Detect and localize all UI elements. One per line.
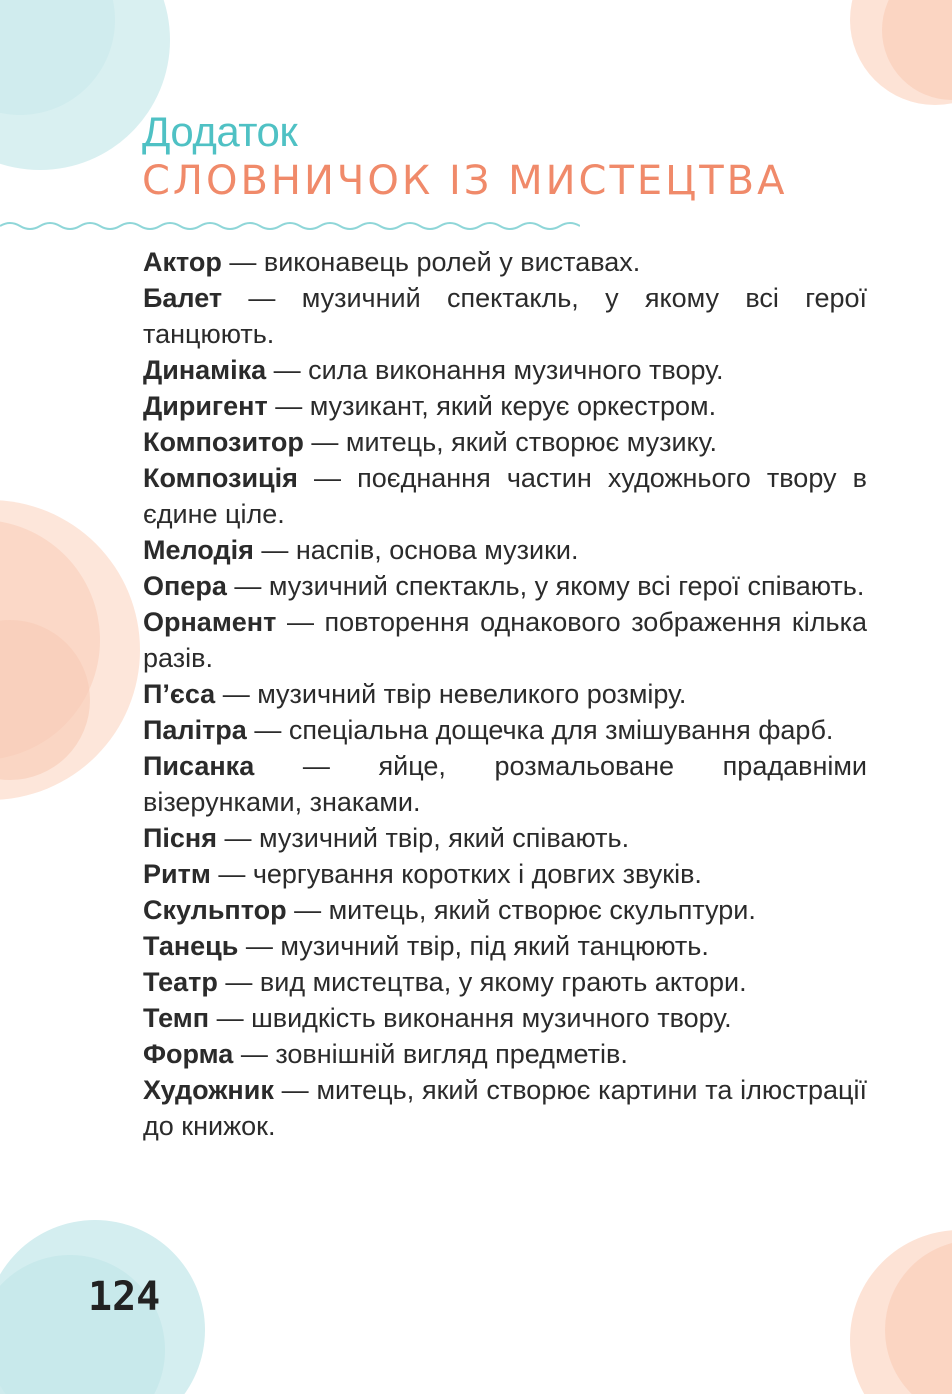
glossary-entry [143,964,867,1000]
glossary-definition: — митець, який створює музику. [303,427,717,457]
glossary-definition: — наспів, основа музики. [253,535,579,565]
glossary-definition: — митець, який створює картини та ілюстрації до книжок. [143,1075,867,1141]
glossary-definition: — яйце, розмальоване прадавніми візерунками, знаками. [143,751,867,817]
glossary-entry [143,820,867,856]
glossary-term: Опера [143,571,227,601]
glossary-term: Балет [143,283,223,313]
glossary-term: Актор [143,247,222,277]
glossary-term: Скульптор [143,895,287,925]
glossary-entry [143,676,867,712]
glossary-entry [143,748,867,820]
glossary-definition: — зовнішній вигляд предметів. [233,1039,628,1069]
glossary-definition: — музичний твір невеликого розміру. [215,679,687,709]
glossary-definition: — виконавець ролей у виставах. [221,247,641,277]
glossary-term: Динаміка [143,355,267,385]
glossary-entry [143,928,867,964]
glossary-term: Орнамент [143,607,277,637]
glossary-definition: — сила виконання музичного твору. [266,355,724,385]
glossary-term: Театр [143,967,218,997]
glossary-entry [143,244,867,280]
glossary-term: Композитор [143,427,304,457]
glossary-term: Палітра [143,715,247,745]
glossary-term: Форма [143,1039,234,1069]
glossary-definition: — музичний твір, під який танцюють. [238,931,709,961]
glossary-list [143,244,867,1144]
glossary-entry [143,856,867,892]
glossary-term: Писанка [143,751,255,781]
glossary-entry [143,1036,867,1072]
glossary-entry [143,352,867,388]
glossary-term: Диригент [143,391,268,421]
glossary-entry [143,712,867,748]
glossary-definition: — поєднання частин художнього твору в єдине ціле. [143,463,867,529]
glossary-term: Темп [143,1003,210,1033]
glossary-entry [143,892,867,928]
glossary-entry [143,388,867,424]
page-title: СЛОВНИЧОК ІЗ МИСТЕЦТВА [142,158,788,204]
glossary-entry [143,460,867,532]
glossary-entry [143,532,867,568]
wave-divider [0,218,580,234]
glossary-entry [143,424,867,460]
glossary-entry [143,280,867,352]
glossary-term: Композиція [143,463,298,493]
glossary-definition: — музичний твір, який співають. [217,823,630,853]
glossary-definition: — повторення однакового зображення кілька разів. [143,607,867,673]
page-number: 124 [88,1274,161,1320]
glossary-definition: — вид мистецтва, у якому грають актори. [217,967,747,997]
glossary-definition: — швидкість виконання музичного твору. [209,1003,732,1033]
glossary-entry [143,1000,867,1036]
glossary-term: Танець [143,931,239,961]
glossary-term: П’єса [143,679,216,709]
glossary-entry [143,568,867,604]
glossary-entry [143,1072,867,1144]
glossary-definition: — музикант, який керує оркестром. [267,391,717,421]
glossary-definition: — музичний спектакль, у якому всі герої танцюють. [143,283,867,349]
glossary-term: Пісня [143,823,217,853]
glossary-definition: — спеціальна дощечка для змішування фарб. [246,715,834,745]
glossary-entry [143,604,867,676]
glossary-term: Ритм [143,859,211,889]
glossary-definition: — митець, який створює скульптури. [286,895,756,925]
glossary-definition: — чергування коротких і довгих звуків. [210,859,702,889]
glossary-term: Мелодія [143,535,254,565]
glossary-term: Художник [143,1075,274,1105]
glossary-definition: — музичний спектакль, у якому всі герої співають. [226,571,865,601]
appendix-label: Додаток [142,108,298,155]
